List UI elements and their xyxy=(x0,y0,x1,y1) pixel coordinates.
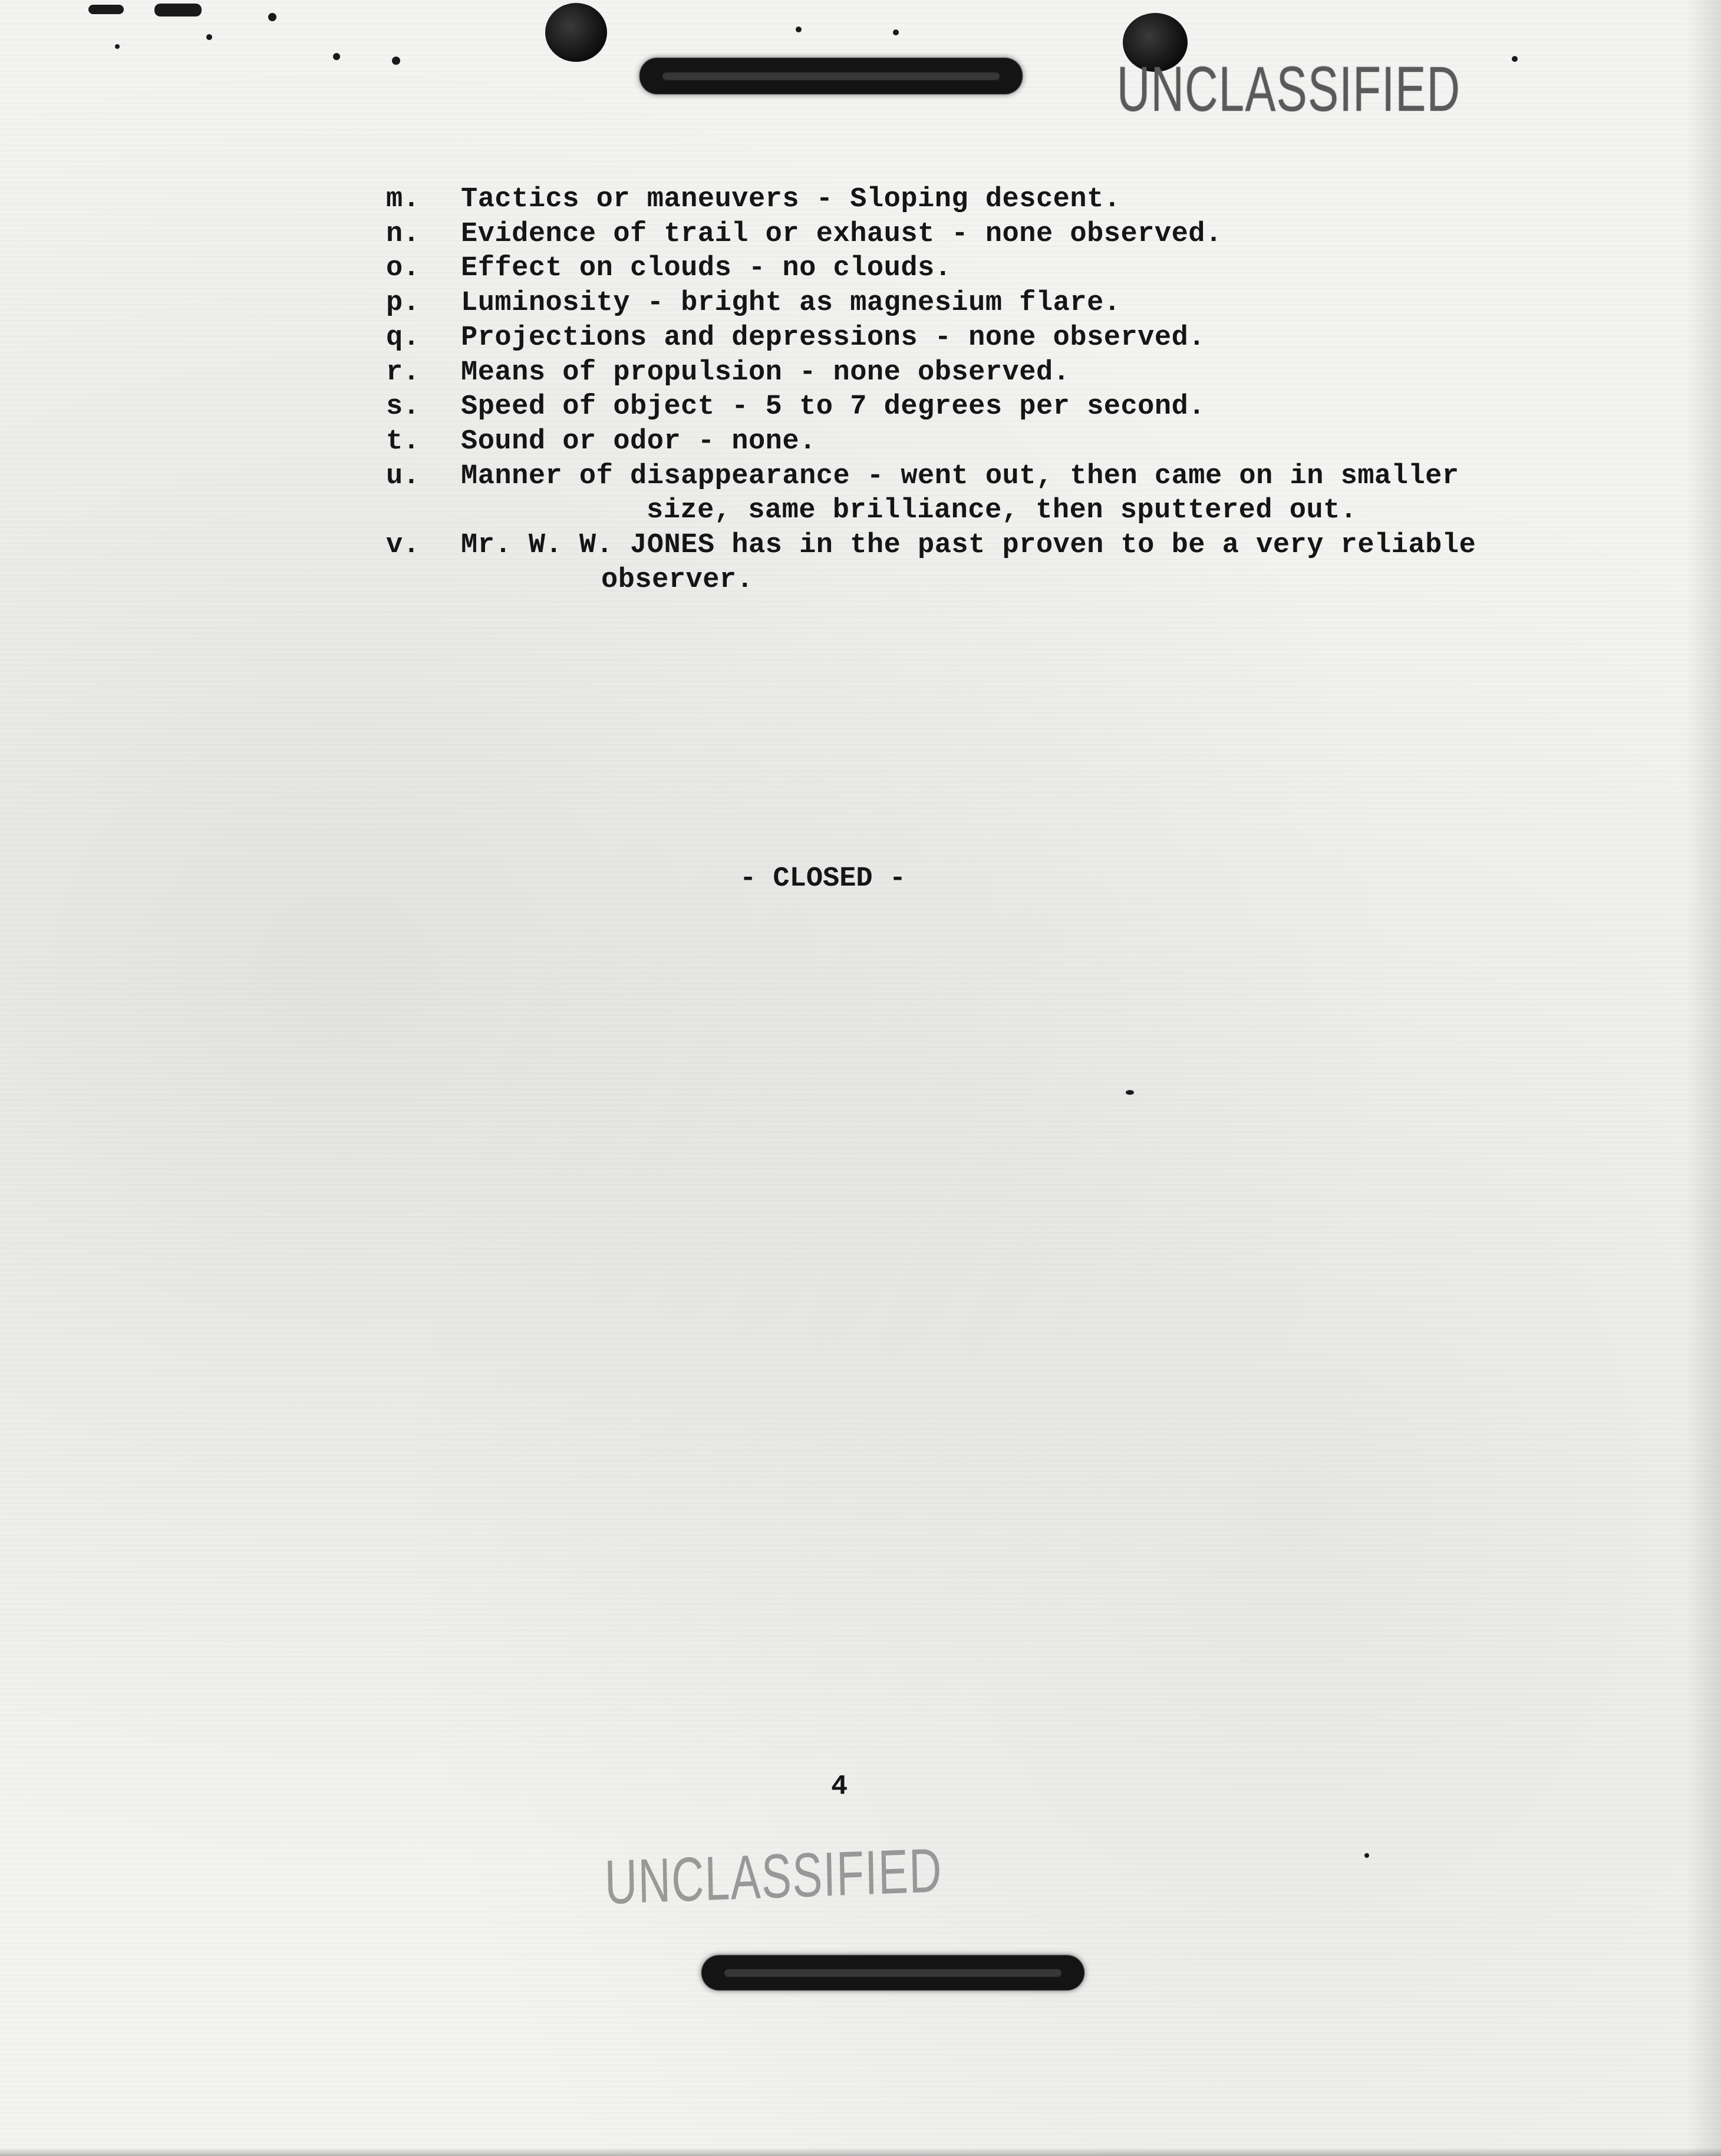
item-text: Sound or odor - none. xyxy=(461,425,816,457)
item-text: Tactics or maneuvers - Sloping descent. xyxy=(461,184,1121,215)
scan-bottom-edge xyxy=(0,2148,1721,2156)
page-edge-shadow xyxy=(1686,0,1721,2156)
scan-speck xyxy=(154,4,202,16)
scan-speck xyxy=(1512,56,1518,62)
item-letter: m. xyxy=(386,184,420,215)
unclassified-stamp-top: UNCLASSIFIED xyxy=(1117,53,1461,124)
observation-list xyxy=(386,183,1565,597)
item-letter: n. xyxy=(386,218,420,250)
closed-marker: - CLOSED - xyxy=(740,863,906,894)
item-letter: p. xyxy=(386,288,420,319)
item-letter: v. xyxy=(386,530,420,562)
list-item xyxy=(386,356,1565,391)
redacted-classification-top xyxy=(639,58,1023,94)
scan-speck xyxy=(206,34,212,40)
item-continuation: observer. xyxy=(601,564,754,596)
item-text: Luminosity - bright as magnesium flare. xyxy=(461,288,1121,319)
list-item xyxy=(386,390,1565,425)
item-text: Means of propulsion - none observed. xyxy=(461,356,1070,388)
scan-speck xyxy=(88,5,124,14)
scan-speck xyxy=(115,44,120,49)
list-item xyxy=(386,252,1565,286)
list-item xyxy=(386,321,1565,356)
list-item xyxy=(386,217,1565,252)
item-letter: t. xyxy=(386,425,420,457)
list-item xyxy=(386,286,1565,321)
list-item xyxy=(386,460,1565,494)
item-text: Speed of object - 5 to 7 degrees per second. xyxy=(461,391,1206,423)
punch-hole xyxy=(545,3,607,62)
item-letter: u. xyxy=(386,460,420,492)
redacted-classification-bottom xyxy=(701,1955,1084,1990)
scan-speck xyxy=(268,13,276,21)
scan-speck xyxy=(392,57,400,65)
unclassified-stamp-bottom: UNCLASSIFIED xyxy=(604,1835,943,1917)
list-item xyxy=(386,425,1565,460)
scan-speck xyxy=(333,53,340,60)
scan-speck xyxy=(796,27,802,32)
list-item xyxy=(386,183,1565,217)
scan-speck xyxy=(1126,1090,1134,1095)
item-text: Manner of disappearance - went out, then came on in smaller xyxy=(461,460,1459,492)
item-text: Mr. W. W. JONES has in the past proven to be a very reliable xyxy=(461,530,1476,562)
scan-speck xyxy=(893,29,899,35)
item-continuation: size, same brilliance, then sputtered out. xyxy=(647,495,1357,527)
scan-speck xyxy=(1364,1853,1369,1858)
item-letter: r. xyxy=(386,356,420,388)
item-text: Projections and depressions - none observed. xyxy=(461,322,1206,354)
item-text: Evidence of trail or exhaust - none observed. xyxy=(461,218,1222,250)
item-letter: s. xyxy=(386,391,420,423)
item-letter: q. xyxy=(386,322,420,354)
item-letter: o. xyxy=(386,253,420,285)
page-number: 4 xyxy=(831,1771,848,1802)
item-text: Effect on clouds - no clouds. xyxy=(461,253,952,285)
list-item xyxy=(386,529,1565,563)
